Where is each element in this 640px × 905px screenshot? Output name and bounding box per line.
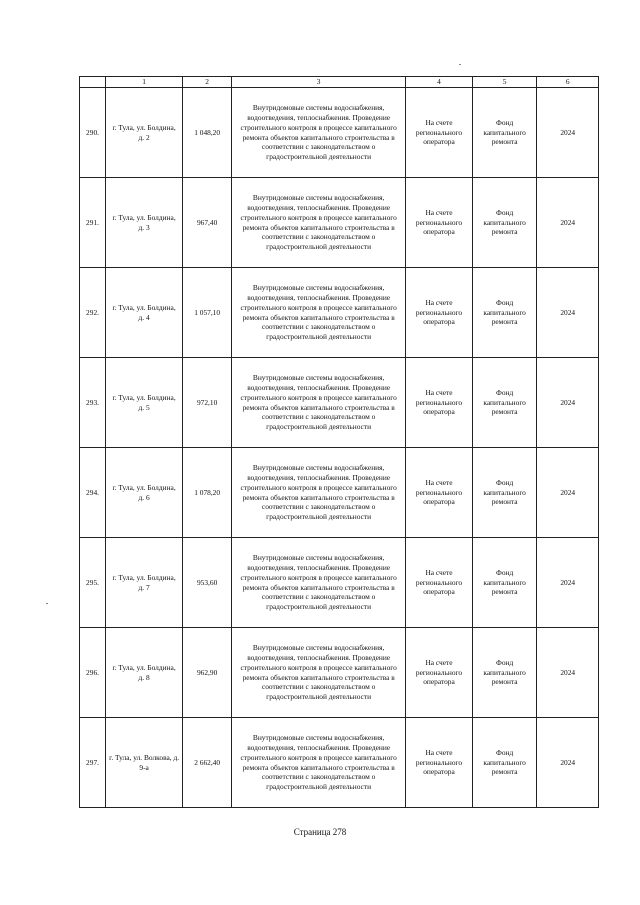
row-number: 290.: [80, 88, 106, 178]
account-cell: На счете регионального оператора: [406, 538, 473, 628]
area-cell: 972,10: [183, 358, 232, 448]
work-description-cell: Внутридомовые системы водоснабжения, водоотведения, теплоснабжения. Проведение строительного контроля в процессе капитального ремонта объектов капитального строительства в соответствии с законодательством о градостроительной деятельности: [232, 628, 406, 718]
row-number: 296.: [80, 628, 106, 718]
account-cell: На счете регионального оператора: [406, 88, 473, 178]
work-description-cell: Внутридомовые системы водоснабжения, водоотведения, теплоснабжения. Проведение строительного контроля в процессе капитального ремонта объектов капитального строительства в соответствии с законодательством о градостроительной деятельности: [232, 178, 406, 268]
area-cell: 967,40: [183, 178, 232, 268]
address-cell: г. Тула, ул. Болдина, д. 3: [106, 178, 183, 268]
year-cell: 2024: [537, 88, 599, 178]
funding-source-cell: Фонд капитального ремонта: [472, 88, 537, 178]
year-cell: 2024: [537, 628, 599, 718]
area-cell: 2 662,40: [183, 718, 232, 808]
year-cell: 2024: [537, 358, 599, 448]
scan-artifact: [46, 603, 48, 604]
funding-source-cell: Фонд капитального ремонта: [472, 268, 537, 358]
funding-source-cell: Фонд капитального ремонта: [472, 178, 537, 268]
work-description-cell: Внутридомовые системы водоснабжения, водоотведения, теплоснабжения. Проведение строительного контроля в процессе капитального ремонта объектов капитального строительства в соответствии с законодательством о градостроительной деятельности: [232, 268, 406, 358]
scan-artifact: [459, 64, 461, 65]
funding-source-cell: Фонд капитального ремонта: [472, 448, 537, 538]
table-row: [80, 178, 599, 268]
work-description-cell: Внутридомовые системы водоснабжения, водоотведения, теплоснабжения. Проведение строительного контроля в процессе капитального ремонта объектов капитального строительства в соответствии с законодательством о градостроительной деятельности: [232, 718, 406, 808]
year-cell: 2024: [537, 268, 599, 358]
area-cell: 1 078,20: [183, 448, 232, 538]
year-cell: 2024: [537, 538, 599, 628]
capital-repair-table: [79, 76, 599, 808]
row-number: 291.: [80, 178, 106, 268]
address-cell: г. Тула, ул. Болдина, д. 2: [106, 88, 183, 178]
column-header: 4: [406, 77, 473, 88]
area-cell: 1 048,20: [183, 88, 232, 178]
year-cell: 2024: [537, 448, 599, 538]
table-row: [80, 88, 599, 178]
funding-source-cell: Фонд капитального ремонта: [472, 358, 537, 448]
table-body: [80, 88, 599, 808]
column-header: 3: [232, 77, 406, 88]
table-row: [80, 538, 599, 628]
address-cell: г. Тула, ул. Болдина, д. 5: [106, 358, 183, 448]
account-cell: На счете регионального оператора: [406, 628, 473, 718]
account-cell: На счете регионального оператора: [406, 268, 473, 358]
row-number: 293.: [80, 358, 106, 448]
area-cell: 962,90: [183, 628, 232, 718]
funding-source-cell: Фонд капитального ремонта: [472, 538, 537, 628]
row-number: 297.: [80, 718, 106, 808]
column-header-blank: [80, 77, 106, 88]
address-cell: г. Тула, ул. Болдина, д. 7: [106, 538, 183, 628]
work-description-cell: Внутридомовые системы водоснабжения, водоотведения, теплоснабжения. Проведение строительного контроля в процессе капитального ремонта объектов капитального строительства в соответствии с законодательством о градостроительной деятельности: [232, 538, 406, 628]
table-row: [80, 268, 599, 358]
year-cell: 2024: [537, 178, 599, 268]
table-row: [80, 448, 599, 538]
row-number: 292.: [80, 268, 106, 358]
table-row: [80, 628, 599, 718]
account-cell: На счете регионального оператора: [406, 718, 473, 808]
page-number: Страница 278: [293, 827, 347, 837]
column-header: 6: [537, 77, 599, 88]
address-cell: г. Тула, ул. Болдина, д. 6: [106, 448, 183, 538]
work-description-cell: Внутридомовые системы водоснабжения, водоотведения, теплоснабжения. Проведение строительного контроля в процессе капитального ремонта объектов капитального строительства в соответствии с законодательством о градостроительной деятельности: [232, 448, 406, 538]
account-cell: На счете регионального оператора: [406, 178, 473, 268]
work-description-cell: Внутридомовые системы водоснабжения, водоотведения, теплоснабжения. Проведение строительного контроля в процессе капитального ремонта объектов капитального строительства в соответствии с законодательством о градостроительной деятельности: [232, 358, 406, 448]
funding-source-cell: Фонд капитального ремонта: [472, 628, 537, 718]
table-row: [80, 358, 599, 448]
column-header: 1: [106, 77, 183, 88]
account-cell: На счете регионального оператора: [406, 448, 473, 538]
address-cell: г. Тула, ул. Волкова, д. 9-а: [106, 718, 183, 808]
row-number: 295.: [80, 538, 106, 628]
table-header-row: [80, 77, 599, 88]
table-row: [80, 718, 599, 808]
account-cell: На счете регионального оператора: [406, 358, 473, 448]
area-cell: 1 057,10: [183, 268, 232, 358]
address-cell: г. Тула, ул. Болдина, д. 8: [106, 628, 183, 718]
work-description-cell: Внутридомовые системы водоснабжения, водоотведения, теплоснабжения. Проведение строительного контроля в процессе капитального ремонта объектов капитального строительства в соответствии с законодательством о градостроительной деятельности: [232, 88, 406, 178]
address-cell: г. Тула, ул. Болдина, д. 4: [106, 268, 183, 358]
funding-source-cell: Фонд капитального ремонта: [472, 718, 537, 808]
row-number: 294.: [80, 448, 106, 538]
column-header: 5: [472, 77, 537, 88]
area-cell: 953,60: [183, 538, 232, 628]
column-header: 2: [183, 77, 232, 88]
year-cell: 2024: [537, 718, 599, 808]
